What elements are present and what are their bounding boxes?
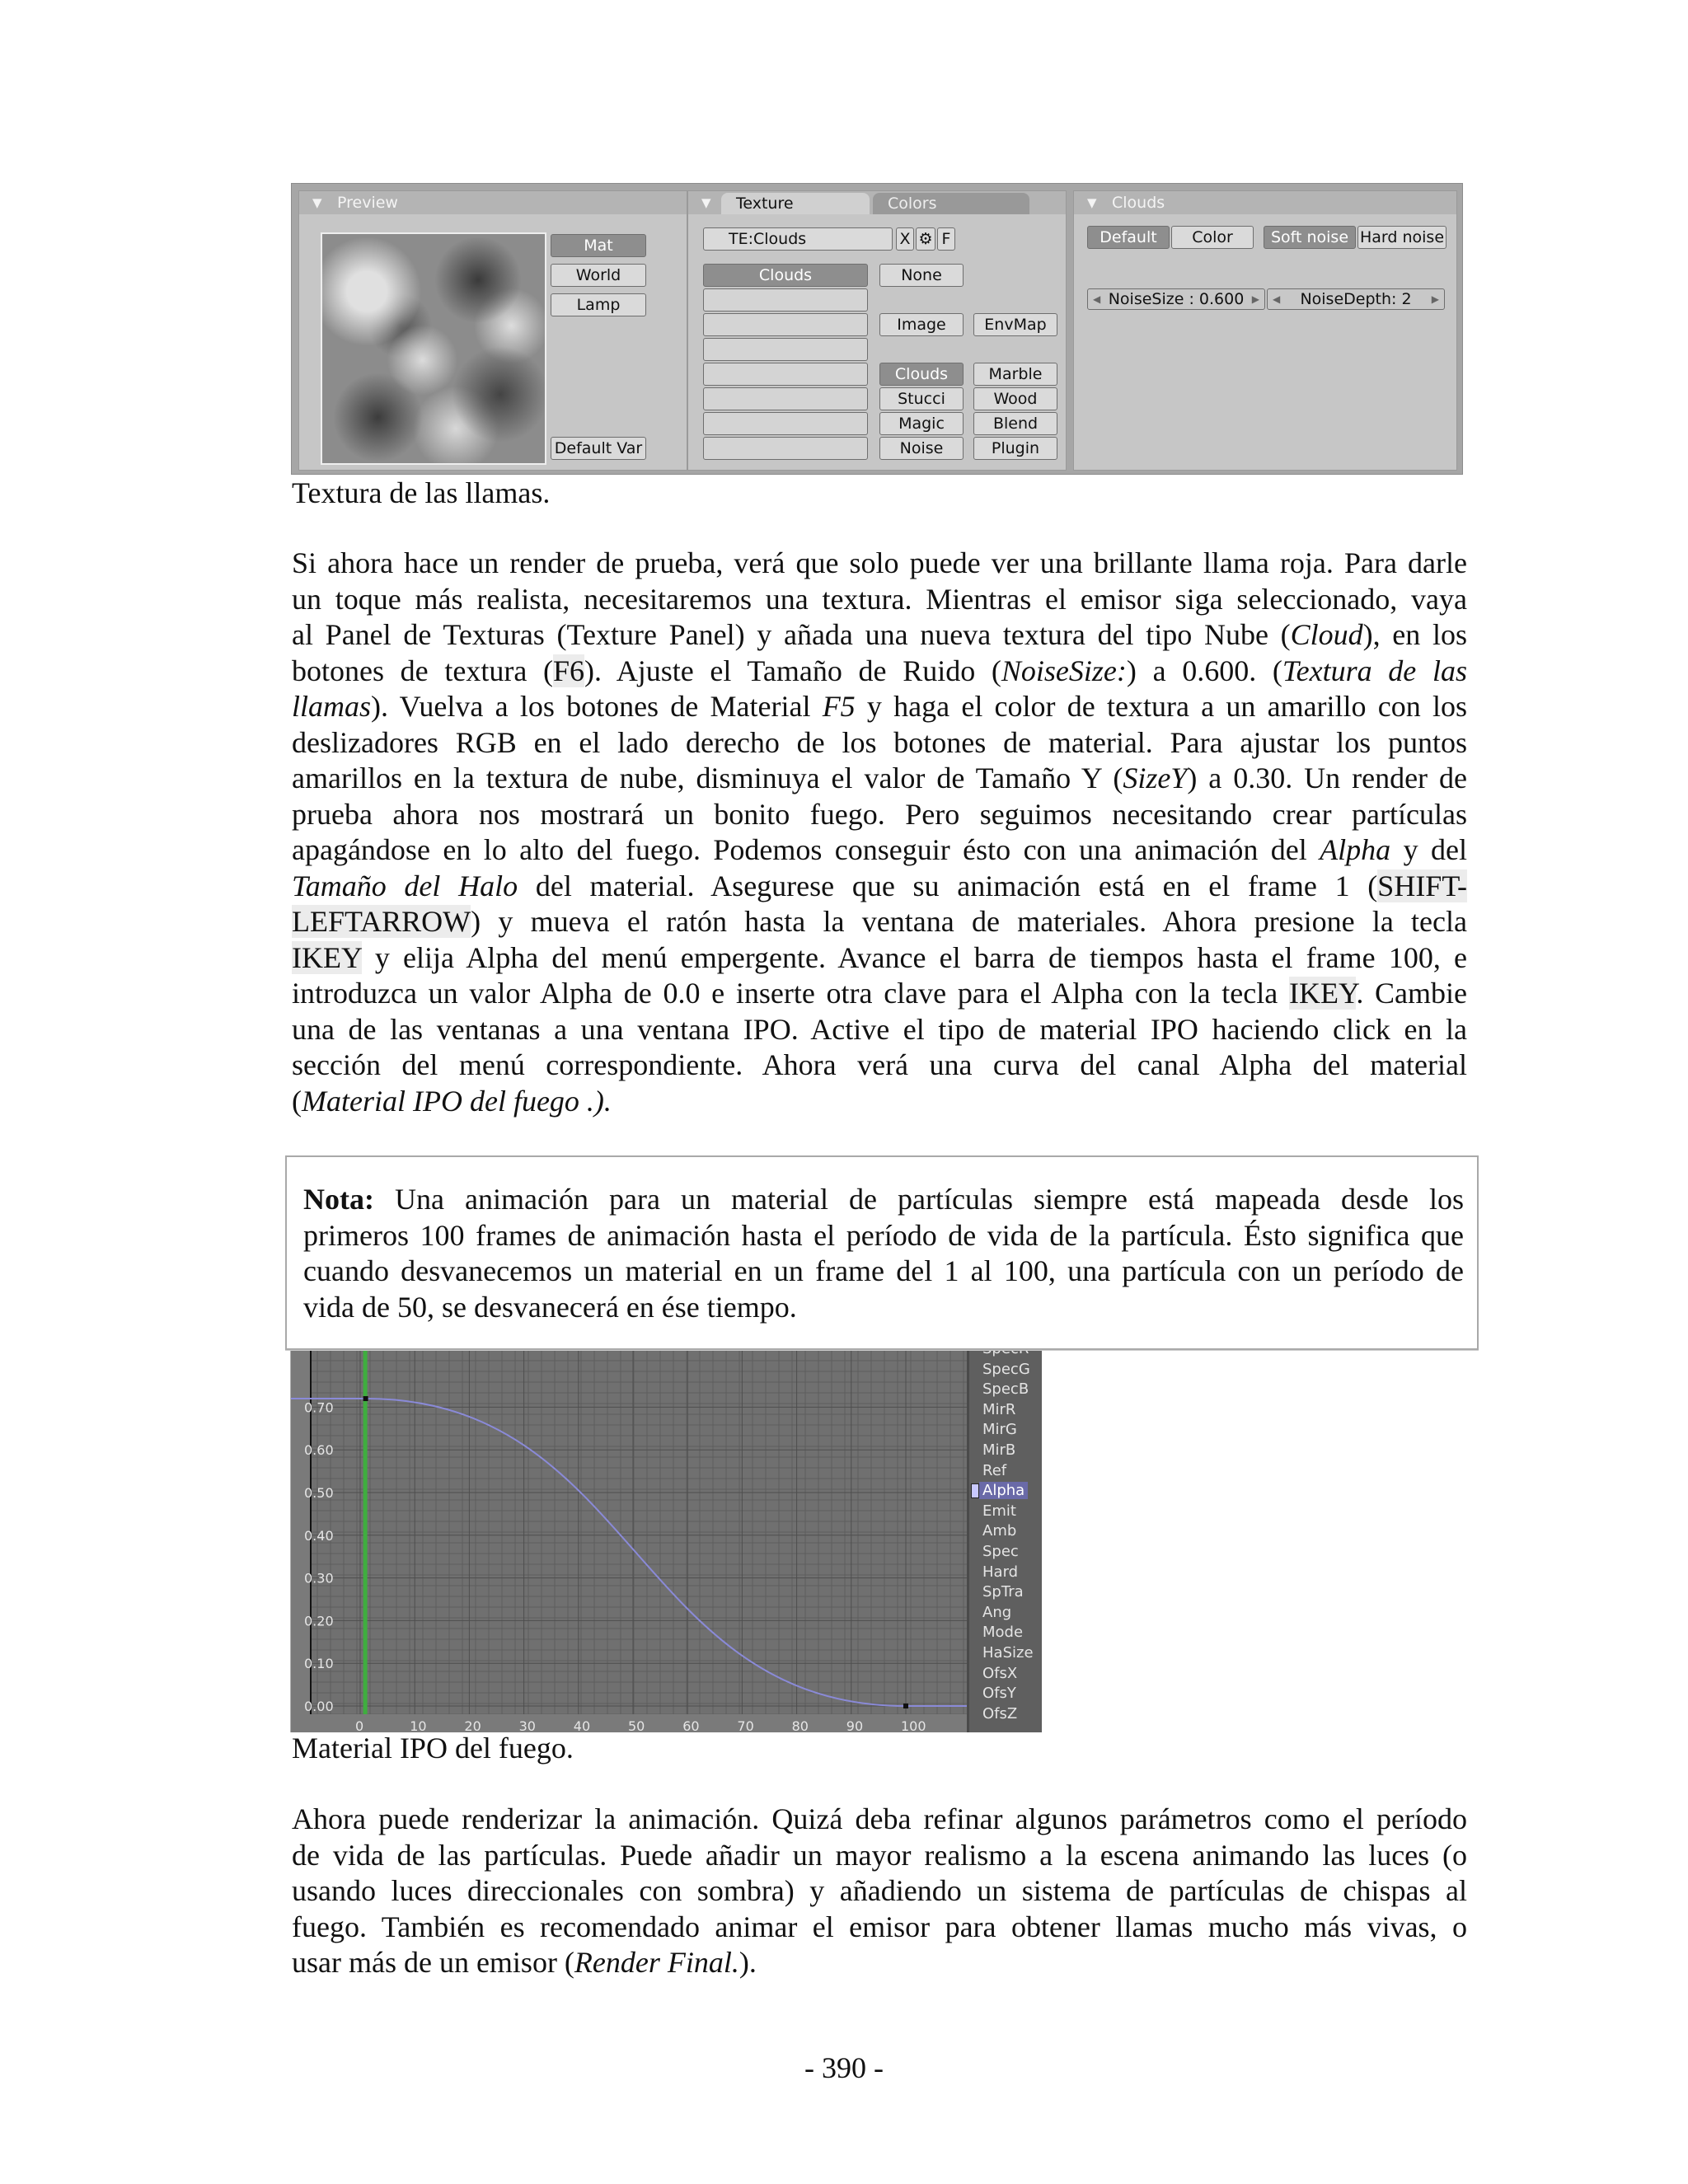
ipo-channel-spec[interactable]: Spec [982,1543,1019,1560]
texture-slot-empty[interactable] [703,437,868,460]
text-run: fuego. También es recomendado animar el emisor para obtener llamas mucho más vivas, o [292,1910,1467,1943]
text-run: botones de textura ( [292,654,553,687]
note-line-text: Una animación para un material de partículas siempre está mapeada desde los [373,1183,1464,1216]
text-line [292,761,1467,797]
x-tick-label: 90 [846,1718,864,1734]
ipo-channel-ang[interactable]: Ang [982,1603,1012,1621]
italic-text: Material IPO del fuego .). [302,1084,612,1118]
note-line-text: cuando desvanecemos un material en un frame del 1 al 100, una partícula con un período de [303,1254,1464,1287]
x-tick-label: 20 [464,1718,481,1734]
note-text [303,1182,1464,1325]
noise-size-field[interactable] [1087,288,1265,310]
key-reference: IKEY [292,940,362,974]
ipo-channel-mirb[interactable]: MirB [982,1441,1016,1459]
noise-depth-label: NoiseDepth: 2 [1300,290,1412,308]
text-line [292,1873,1467,1910]
text-run: ). Ajuste el Tamaño de Ruido ( [584,654,1001,687]
text-run: Si ahora hace un render de prueba, verá que solo puede ver una brillante llama roja. Para darle [292,546,1467,579]
hard-noise-button[interactable]: Hard noise [1357,226,1447,249]
text-line [292,1012,1467,1048]
keyframe-point [363,1396,368,1401]
texture-f-button[interactable]: F [937,227,955,251]
caption-ipo: Material IPO del fuego. [292,1732,574,1765]
x-tick-label: 50 [628,1718,645,1734]
texture-panel-header [688,191,1066,214]
text-line [292,1838,1467,1874]
y-tick-label: 0.20 [304,1613,334,1629]
clouds-panel-title: Clouds [1112,194,1165,212]
texture-slot-selected[interactable]: Clouds [703,264,868,287]
italic-text: F5 [822,690,856,723]
increment-arrow-icon[interactable]: ▶ [1431,293,1439,305]
ipo-channel-ofsy[interactable]: OfsY [982,1685,1016,1703]
texture-type-marble[interactable]: Marble [973,363,1057,386]
texture-type-none[interactable]: None [879,264,964,287]
body-paragraph-1 [292,546,1467,1119]
channel-color-swatch[interactable] [971,1483,979,1498]
note-line-text: vida de 50, se desvanecerá en ése tiempo. [303,1290,797,1324]
text-line [303,1254,1464,1290]
text-run: Ahora puede renderizar la animación. Quizá deba refinar algunos parámetros como el período [292,1802,1467,1835]
collapse-triangle-icon[interactable]: ▼ [701,195,711,210]
ipo-channel-list [967,1350,1042,1732]
ipo-channel-specb[interactable]: SpecB [982,1380,1029,1399]
text-run: apagándose en lo alto del fuego. Podemos conseguir ésto con una animación del [292,833,1320,866]
clouds-panel [1073,190,1457,471]
texture-type-blend[interactable]: Blend [973,412,1057,435]
ipo-window-screenshot [291,1350,1039,1732]
texture-panel-screenshot [291,183,1463,475]
preview-panel [298,190,687,471]
cloud-texture-preview [321,232,546,465]
x-tick-label: 30 [518,1718,536,1734]
noise-depth-field[interactable] [1267,288,1445,310]
ipo-channel-hard[interactable]: Hard [982,1563,1019,1581]
text-line [292,1047,1467,1084]
text-line [303,1218,1464,1254]
ipo-channel-mirr[interactable]: MirR [982,1400,1016,1418]
italic-text: NoiseSize: [1001,654,1127,687]
preview-mat-button[interactable]: Mat [551,234,646,257]
page-number: - 390 - [804,2051,884,2084]
x-tick-label: 0 [355,1718,364,1734]
ipo-channel-ofsx[interactable]: OfsX [982,1664,1018,1682]
ipo-channel-ref[interactable]: Ref [982,1461,1007,1479]
italic-text: Textura de las [1282,654,1467,687]
text-run: amarillos en la textura de nube, disminuya el valor de Tamaño Y ( [292,762,1123,794]
text-line [292,689,1467,725]
ipo-graph [291,1350,967,1732]
text-line [292,976,1467,1012]
y-tick-label: 0.00 [304,1699,334,1714]
clouds-default-button[interactable]: Default [1087,226,1170,249]
key-reference: F6 [552,654,585,687]
text-run: . Cambie [1356,977,1467,1010]
decrement-arrow-icon[interactable]: ◀ [1273,293,1281,305]
y-tick-label: 0.10 [304,1656,334,1672]
noise-size-label: NoiseSize : 0.600 [1108,290,1245,308]
decrement-arrow-icon[interactable]: ◀ [1093,293,1101,305]
text-line [292,546,1467,582]
texture-slot-empty[interactable] [703,412,868,435]
text-line [292,1945,1467,1981]
text-run: del material. Asegurese que su animación está en el frame 1 ( [518,869,1378,902]
ipo-channel-specg[interactable]: SpecG [982,1360,1030,1378]
ipo-channel-mode[interactable]: Mode [982,1624,1024,1642]
text-run: ) y mueva el ratón hasta la ventana de materiales. Ahora presione la tecla [471,905,1467,938]
texture-type-noise[interactable]: Noise [879,437,964,460]
text-line [292,797,1467,833]
italic-text: Tamaño del Halo [292,869,518,902]
texture-slot-empty[interactable] [703,338,868,361]
text-run: una de las ventanas a una ventana IPO. Active el tipo de material IPO haciendo click en la [292,1012,1467,1046]
ipo-channel-emit[interactable]: Emit [982,1502,1016,1520]
preview-panel-title: Preview [337,194,398,212]
x-tick-label: 40 [573,1718,591,1734]
text-run: usando luces direccionales con sombra) y añadiendo un sistema de partículas de chispas al [292,1874,1467,1907]
note-line-text: primeros 100 frames de animación hasta el período de vida de la partícula. Ésto significa que [303,1218,1464,1252]
collapse-triangle-icon[interactable]: ▼ [312,195,322,210]
text-run: y elija Alpha del menú empergente. Avance el barra de tiempos hasta el frame 100, e [361,940,1467,974]
text-line [303,1182,1464,1218]
x-tick-label: 60 [682,1718,700,1734]
body-paragraph-2 [292,1802,1467,1981]
y-tick-label: 0.40 [304,1527,334,1544]
italic-text: Alpha [1320,833,1391,866]
x-tick-label: 80 [791,1718,809,1734]
texture-type-plugin[interactable]: Plugin [973,437,1057,460]
text-line [292,582,1467,618]
x-tick-label: 10 [410,1718,427,1734]
default-var-button[interactable]: Default Var [551,437,646,460]
texture-type-magic[interactable]: Magic [879,412,964,435]
preview-panel-header [299,191,687,214]
y-tick-label: 0.50 [304,1485,334,1501]
texture-type-stucci[interactable]: Stucci [879,387,964,410]
y-tick-label: 0.30 [304,1570,334,1586]
texture-panel [687,190,1067,471]
text-run: sección del menú correspondiente. Ahora verá una curva del canal Alpha del material [292,1048,1467,1081]
italic-text: Render Final. [574,1946,739,1979]
italic-text: SizeY [1123,762,1188,794]
text-run: y haga el color de textura a un amarillo con los [855,690,1468,723]
texture-name-field[interactable]: TE:Clouds [703,227,893,251]
y-tick-label: 0.60 [304,1442,334,1459]
text-line [292,940,1467,977]
text-line [292,725,1467,762]
note-label: Nota: [303,1183,374,1216]
text-run: y del [1390,833,1467,866]
text-run: introduzca un valor Alpha de 0.0 e inserte otra clave para el Alpha con la tecla [292,977,1289,1010]
current-frame-marker [363,1350,368,1714]
text-line [292,654,1467,690]
text-run: deslizadores RGB en el lado derecho de los botones de material. Para ajustar los puntos [292,725,1467,759]
ipo-channel-mirg[interactable]: MirG [982,1421,1017,1439]
clouds-color-button[interactable]: Color [1171,226,1254,249]
x-tick-label: 100 [901,1718,926,1734]
x-tick-label: 70 [737,1718,754,1734]
tab-texture[interactable]: Texture [721,193,870,214]
key-reference: IKEY [1288,977,1357,1010]
ipo-channel-amb[interactable]: Amb [982,1522,1017,1540]
text-line [292,1802,1467,1838]
alpha-ipo-curve [366,1399,906,1706]
caption-texture: Textura de las llamas. [292,476,551,509]
tab-colors[interactable]: Colors [873,193,1029,214]
text-run: ), en los [1362,618,1467,651]
note-box [285,1155,1479,1350]
text-line [292,1084,1467,1120]
ipo-channel-hasize[interactable]: HaSize [982,1644,1034,1661]
text-run: ( [292,1084,302,1118]
texture-slot-empty[interactable] [703,363,868,386]
preview-world-button[interactable]: World [551,264,646,287]
ipo-channel-ofsz[interactable]: OfsZ [982,1704,1018,1722]
text-run: prueba ahora nos mostrará un bonito fuego. Pero seguimos necesitando crear partículas [292,797,1467,831]
clouds-panel-header [1074,191,1456,214]
italic-text: Cloud [1290,618,1363,651]
texture-slot-empty[interactable] [703,387,868,410]
text-line [292,832,1467,869]
texture-slot-empty[interactable] [703,313,868,336]
text-line [292,904,1467,940]
text-line [292,869,1467,905]
text-line [303,1290,1464,1326]
ipo-channel-alpha[interactable]: Alpha [979,1482,1028,1499]
text-run: usar más de un emisor ( [292,1946,574,1979]
text-run: de vida de las partículas. Puede añadir un mayor realismo a la escena animando las luces (o [292,1838,1467,1872]
collapse-triangle-icon[interactable]: ▼ [1087,195,1097,210]
text-run: ) a 0.30. Un render de [1187,762,1467,794]
key-reference: LEFTARROW [292,905,471,938]
y-tick-label: 0.70 [304,1399,334,1416]
soft-noise-button[interactable]: Soft noise [1264,226,1356,249]
text-run: un toque más realista, necesitaremos una textura. Mientras el emisor siga seleccionado, vaya [292,582,1467,616]
preview-lamp-button[interactable]: Lamp [551,293,646,316]
increment-arrow-icon[interactable]: ▶ [1251,293,1259,305]
text-line [292,617,1467,654]
key-reference: SHIFT- [1377,869,1467,902]
text-run: ) a 0.600. ( [1126,654,1282,687]
text-run: ). Vuelva a los botones de Material [371,690,823,723]
ipo-curve-area[interactable] [291,1350,967,1732]
text-run: al Panel de Texturas (Texture Panel) y añada una nueva textura del tipo Nube ( [292,618,1291,651]
texture-type-clouds[interactable]: Clouds [879,363,964,386]
texture-type-envmap[interactable]: EnvMap [973,313,1057,336]
italic-text: llamas [292,690,372,723]
ipo-channel-sptra[interactable]: SpTra [982,1583,1024,1601]
texture-slot-empty[interactable] [703,288,868,312]
keyframe-point [903,1704,908,1708]
text-line [292,1910,1467,1946]
unlink-texture-button[interactable]: X [896,227,914,251]
text-run: ). [738,1946,757,1979]
texture-type-image[interactable]: Image [879,313,964,336]
texture-type-wood[interactable]: Wood [973,387,1057,410]
fake-user-icon[interactable]: ⚙ [916,227,935,251]
